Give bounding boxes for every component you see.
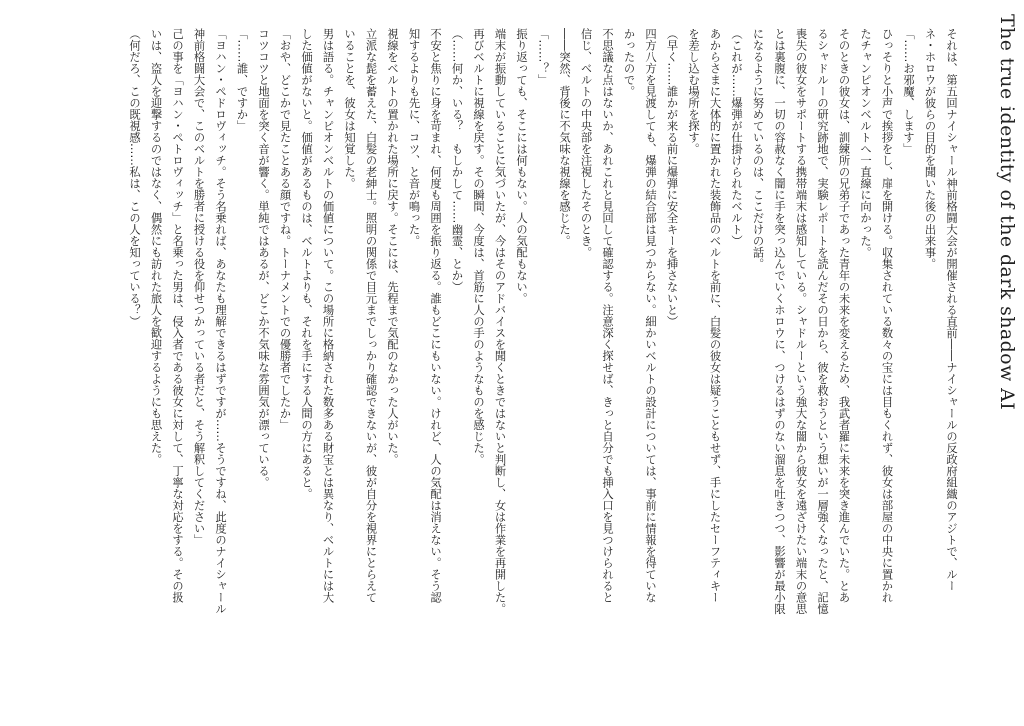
text-line: （これが……爆弾が仕掛けられたベルト） xyxy=(730,28,743,247)
text-line: を差し込む場所を探す。 xyxy=(687,28,700,155)
text-line: それは、第五回ナイシャール神前格闘大会が開催される直前――ナイシャールの反政府組織のアジトで、ルー xyxy=(945,28,958,592)
text-line: 喪失の彼女をサポートする携帯端末は感知している。シャドルーという強大な闇から彼女を遠ざけたい端末の意思 xyxy=(794,28,808,615)
text-line: 四方八方を見渡しても、爆弾の結合部は見つからない。細かいベルトの設計については、事前に情報を得ていな xyxy=(644,28,657,603)
text-line: たチャンピオンベルトへ一直線に向かった。 xyxy=(859,28,872,258)
text-line: とは裏腹に、一切の容赦なく闇に手を突っ込んでいくホロウに、つけるはずのない溜息を吐きつつ、影響が最小限 xyxy=(773,28,786,615)
text-line: 振り返っても、そこには何もない。人の気配もない。 xyxy=(515,28,528,304)
text-line: 「……？」 xyxy=(536,28,550,86)
text-line: あからさまに大体的に置かれた装飾品のベルトを前に、白髪の彼女は疑うこともせず、手にしたセーフティキー xyxy=(708,28,722,603)
text-line: 不安と焦りに身を苛まれ、何度も周囲を振り返る。誰もどこにもいない。けれど、人の気配は消えない。そう認 xyxy=(429,28,442,603)
text-line: 神前格闘大会で、このベルトを勝者に授ける役を仰せつかっている者だと、そう解釈してください」 xyxy=(192,28,206,546)
text-line: 「おや、どこかで見たことある顔ですね。トーナメントでの優勝者でしたか」 xyxy=(278,28,292,431)
text-line: 端末が振動していることに気づいたが、今はそのアドバイスを聞くときではないと判断し、女は作業を再開した。 xyxy=(493,28,507,615)
document-title: The true identity of the dark shadow AI xyxy=(996,14,1018,411)
text-line: 「……誰、ですか」 xyxy=(235,28,249,132)
text-line: るシャドルーの研究跡地で、実験レポートを読んだその日から、彼を救おうという想いが一層強くなったと、記憶 xyxy=(816,28,829,615)
text-line: ひっそりと小声で挨拶をし、扉を開ける。収集されている数々の宝には目もくれず、彼女は部屋の中央に置かれ xyxy=(880,28,894,603)
text-line: （何だろ、この既視感……私は、この人を知っている？） xyxy=(128,28,141,327)
text-line: 不思議な点はないか、あれこれと見回して確認する。注意深く探せば、きっと自分でも挿入口を見つけられると xyxy=(601,28,614,603)
text-line: 知するよりも先に、コツ、と音が鳴った。 xyxy=(407,28,421,247)
text-line: （早く……誰かが来る前に爆弾に安全キーを挿さないと） xyxy=(665,28,679,327)
text-line: になるように努めているのは、ここだけの話。 xyxy=(751,28,765,270)
text-line: ネ・ホロウが彼らの目的を聞いた後の出来事。 xyxy=(923,28,937,270)
story-body xyxy=(22,28,962,718)
text-line: 「ヨハン・ペドロヴィッチ。そう名乗れば、あなたも理解できるはずですが……そうですね、此度のナイシャール xyxy=(214,28,227,615)
text-line: 男は語る。チャンピオンベルトの価値について。この場所に格納された数多ある財宝とは異なり、ベルトには大 xyxy=(321,28,335,603)
text-line: いることを、彼女は知覚した。 xyxy=(343,28,356,189)
text-line: した価値がないと。価値があるものは、ベルトよりも、それを手にする人間の方にあると。 xyxy=(300,28,313,500)
text-line: 視線をベルトの置かれた場所に戻す。そこには、先程まで気配のなかった人がいた。 xyxy=(386,28,399,465)
text-line: 己の事を「ヨハン・ペトロヴィッチ」と名乗った男は、侵入者である彼女に対して、丁寧な対応をする。その扱 xyxy=(171,28,184,603)
text-line: そのときの彼女は、訓練所の兄弟子であった青年の未来を変えるため、我武者羅に未来を突き進んでいた。とあ xyxy=(837,28,851,603)
text-line: かったので。 xyxy=(622,28,636,97)
text-line: 信じ、ベルトの中央部を注視したそのとき。 xyxy=(579,28,593,258)
text-line: 立派な髭を蓄えた、白髪の老紳士。照明の関係で目元までしっかり確認できないが、彼が自分を視界にとらえて xyxy=(364,28,378,603)
text-line: 再びベルトに視線を戻す。その瞬間、今度は、首筋に人の手のようなものを感じた。 xyxy=(472,28,485,465)
text-line: 「……お邪魔、します」 xyxy=(902,28,915,155)
text-line: いは、盗人を迎撃するのではなく、偶然にも訪れた旅人を歓迎するようにも思えた。 xyxy=(149,28,163,465)
text-line: コツコツと地面を突く音が響く。単純ではあるが、どこか不気味な雰囲気が漂っている。 xyxy=(257,28,270,488)
text-line: ――突然、背後に不気味な視線を感じた。 xyxy=(558,28,571,247)
text-line: （……何か、いる？ もしかして……幽霊、とか） xyxy=(450,28,464,293)
